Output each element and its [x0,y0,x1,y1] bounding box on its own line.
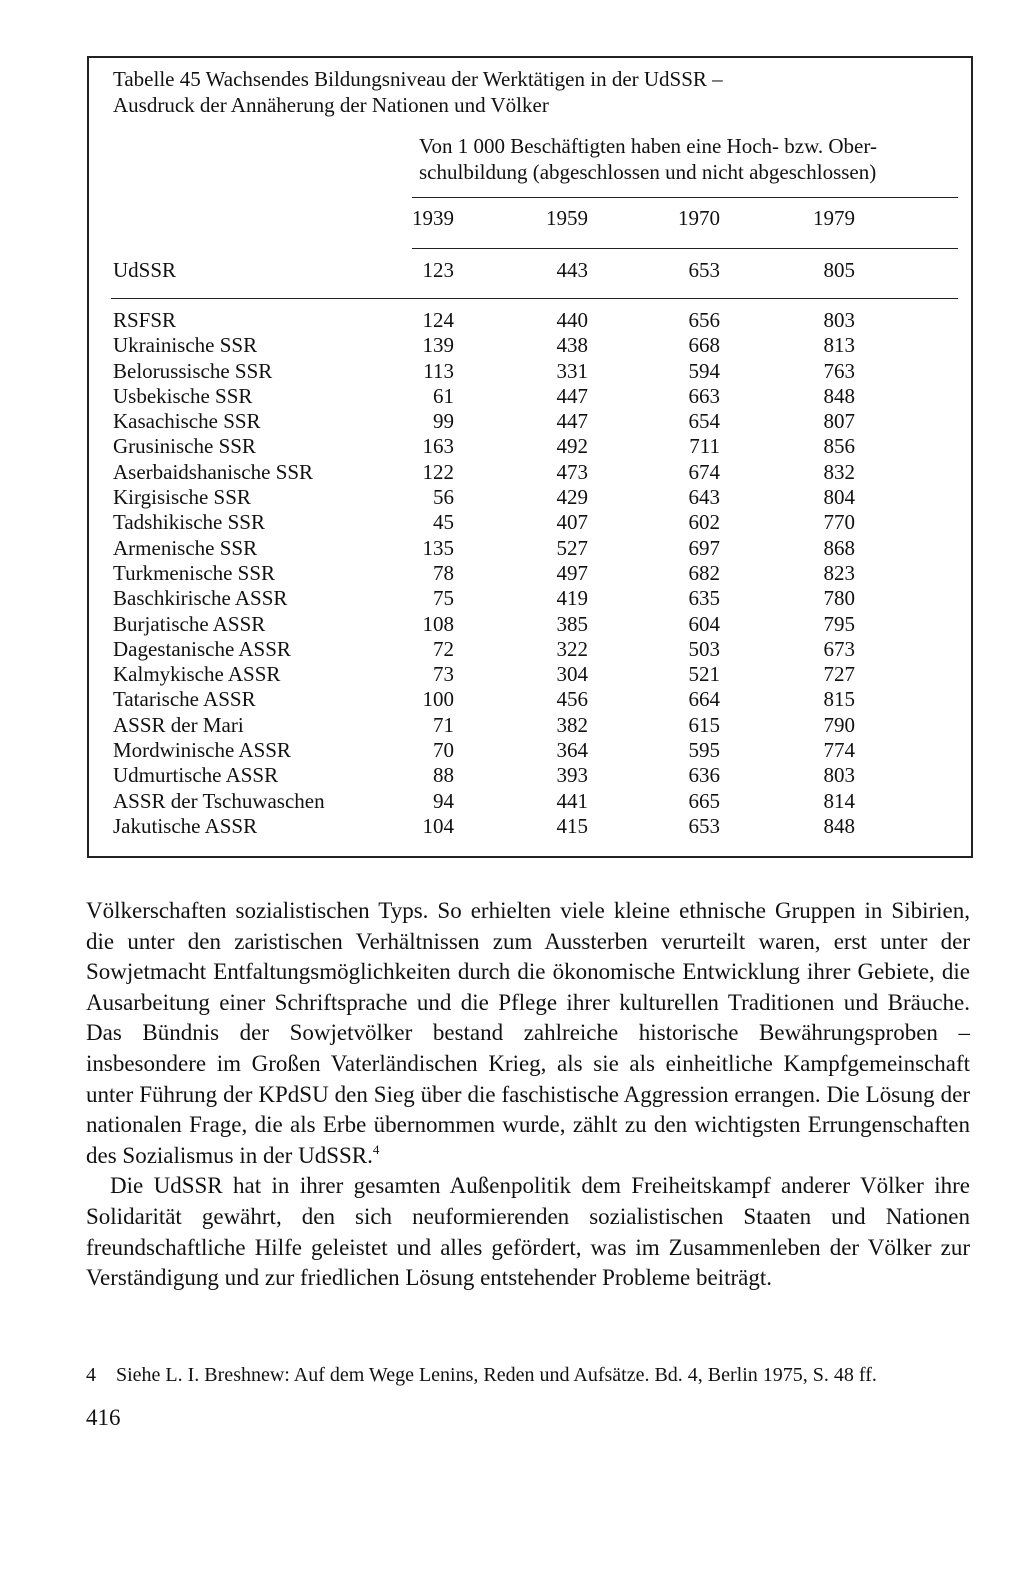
page-number: 416 [86,1405,121,1430]
row-value: 763 [823,358,855,383]
year-1959: 1959 [546,206,588,230]
row-value: 823 [823,560,855,585]
row-name: ASSR der Tschuwaschen [113,788,325,813]
row-value: 727 [823,662,855,687]
row-value: 440 [556,308,588,332]
table-row [89,687,971,712]
table-row [89,384,971,409]
row-value: 832 [823,459,855,484]
row-name: Jakutische ASSR [113,813,258,838]
data-table [87,56,973,858]
total-rule [111,298,958,299]
table-row [89,536,971,561]
row-value: 682 [688,560,720,585]
row-value: 56 [433,485,454,510]
row-name: Tatarische ASSR [113,687,256,712]
row-value: 665 [688,788,720,813]
row-value: 94 [433,788,454,813]
row-value: 848 [823,813,855,838]
row-value: 99 [433,409,454,434]
row-value: 438 [556,333,588,358]
footnote-text: Siehe L. I. Breshnew: Auf dem Wege Lenins, Reden und Aufsätze. Bd. 4, Berlin 1975, S. 48 ff. [116,1364,877,1386]
table-row [89,485,971,510]
row-value: 322 [556,636,588,661]
row-value: 407 [556,510,588,535]
row-name: Burjatische ASSR [113,611,266,636]
row-value: 447 [556,409,588,434]
row-value: 139 [422,333,454,358]
year-1979: 1979 [813,206,855,230]
row-value: 331 [556,358,588,383]
column-header-line-2: schulbildung (abgeschlossen und nicht abgeschlossen) [419,160,877,184]
row-name: Armenische SSR [113,535,258,560]
row-value: 73 [433,662,454,687]
row-value: 492 [556,434,588,459]
year-1939: 1939 [412,206,454,230]
row-value: 635 [688,586,720,611]
row-value: 527 [556,535,588,560]
row-value: 113 [423,358,454,383]
row-name: Aserbaidshanische SSR [113,459,314,484]
row-value: 795 [823,611,855,636]
row-value: 521 [688,662,720,687]
total-value: 443 [556,258,588,282]
year-rule [412,248,958,249]
row-value: 656 [688,308,720,332]
paragraph-1-text: Völkerschaften sozialistischen Typs. So erhielten viele kleine ethnische Gruppen in Sibirien, die unter den zaristischen Verhältnissen zum Aussterben verurteilt waren, erst unter der Sowjetmacht Entfaltungsmöglichkeiten durch die ökonomische Entwicklung ihrer Gebiete, die Ausarbeitung einer Schriftsprache und die Pflege ihrer kulturellen Traditionen und Bräuche. Das Bündnis der Sowjetvölker bestand zahlreiche historische Bewährungsproben – insbesondere im Großen Vaterländischen Krieg, als sie als einheitliche Kampfgemeinschaft unter Führung der KPdSU den Sieg über die faschistische Aggression errangen. Die Lösung der nationalen Frage, die als Erbe übernommen wurde, zählt zu den wichtigsten Errungenschaften des Sozialismus in der UdSSR. [86,898,970,1168]
row-value: 674 [688,459,720,484]
table-row [89,814,971,839]
table-row [89,409,971,434]
year-header-row [89,206,971,232]
footnote-number: 4 [86,1364,96,1386]
row-value: 815 [823,687,855,712]
table-row [89,662,971,687]
row-value: 814 [823,788,855,813]
row-value: 804 [823,485,855,510]
row-value: 711 [689,434,720,459]
table-row [89,738,971,763]
row-value: 813 [823,333,855,358]
row-value: 503 [688,636,720,661]
row-value: 364 [556,738,588,763]
row-value: 45 [433,510,454,535]
row-value: 419 [556,586,588,611]
row-value: 807 [823,409,855,434]
row-value: 848 [823,383,855,408]
row-value: 447 [556,383,588,408]
body-text [86,896,970,1294]
row-name: Grusinische SSR [113,434,256,459]
row-name: Dagestanische ASSR [113,636,291,661]
table-row [89,510,971,535]
table-row [89,434,971,459]
table-caption-line-1: Tabelle 45 Wachsendes Bildungsniveau der Werktätigen in der UdSSR – [113,67,723,91]
row-value: 653 [688,813,720,838]
table-body [89,308,971,839]
row-value: 163 [422,434,454,459]
paragraph-1 [86,896,970,1171]
table-row [89,586,971,611]
row-value: 456 [556,687,588,712]
total-row-name: UdSSR [113,258,177,282]
row-name: RSFSR [113,308,177,332]
table-caption [113,66,723,118]
total-value: 805 [823,258,855,282]
row-value: 868 [823,535,855,560]
row-value: 668 [688,333,720,358]
row-name: Mordwinische ASSR [113,738,291,763]
table-row [89,359,971,384]
row-name: Turkmenische SSR [113,560,276,585]
row-value: 135 [422,535,454,560]
row-value: 803 [823,308,855,332]
table-row [89,637,971,662]
row-value: 88 [433,763,454,788]
row-value: 415 [556,813,588,838]
row-name: Belorussische SSR [113,358,273,383]
row-value: 393 [556,763,588,788]
row-name: Usbekische SSR [113,383,253,408]
row-value: 774 [823,738,855,763]
total-row [89,258,971,284]
table-row [89,612,971,637]
footnote [86,1362,970,1388]
row-value: 72 [433,636,454,661]
row-value: 100 [422,687,454,712]
row-name: Kirgisische SSR [113,485,251,510]
row-value: 382 [556,712,588,737]
table-caption-line-2: Ausdruck der Annäherung der Nationen und Völker [113,93,549,117]
row-name: Udmurtische ASSR [113,763,279,788]
row-value: 856 [823,434,855,459]
row-value: 770 [823,510,855,535]
row-value: 643 [688,485,720,510]
row-value: 441 [556,788,588,813]
row-value: 473 [556,459,588,484]
table-row [89,789,971,814]
header-rule [412,197,958,198]
footnote-ref: 4 [372,1141,380,1157]
row-value: 385 [556,611,588,636]
row-value: 604 [688,611,720,636]
column-header-line-1: Von 1 000 Beschäftigten haben eine Hoch- bzw. Ober- [419,134,877,158]
table-row [89,308,971,333]
row-name: Baschkirische ASSR [113,586,288,611]
row-value: 595 [688,738,720,763]
row-value: 664 [688,687,720,712]
row-value: 61 [433,383,454,408]
row-value: 429 [556,485,588,510]
row-value: 790 [823,712,855,737]
row-value: 663 [688,383,720,408]
table-row [89,763,971,788]
row-name: Ukrainische SSR [113,333,258,358]
row-value: 304 [556,662,588,687]
total-value: 123 [422,258,454,282]
row-value: 697 [688,535,720,560]
row-name: Kasachische SSR [113,409,261,434]
column-header [419,133,877,185]
row-value: 497 [556,560,588,585]
row-value: 78 [433,560,454,585]
total-value: 653 [688,258,720,282]
row-value: 594 [688,358,720,383]
row-value: 803 [823,763,855,788]
row-value: 70 [433,738,454,763]
row-value: 71 [433,712,454,737]
paragraph-2: Die UdSSR hat in ihrer gesamten Außenpolitik dem Freiheitskampf anderer Völker ihre Solidarität gewährt, den sich neuformierenden sozialistischen Staaten und Nationen freundschaftliche Hilfe geleistet und alles gefördert, was im Zusammenleben der Völker zur Verständigung und zur friedlichen Lösung entstehender Probleme beiträgt. [86,1173,970,1291]
row-value: 654 [688,409,720,434]
row-name: Tadshikische SSR [113,510,265,535]
row-name: ASSR der Mari [113,712,244,737]
table-row [89,460,971,485]
year-1970: 1970 [678,206,720,230]
row-value: 104 [422,813,454,838]
table-row [89,561,971,586]
row-value: 122 [422,459,454,484]
row-name: Kalmykische ASSR [113,662,281,687]
table-row [89,713,971,738]
row-value: 636 [688,763,720,788]
row-value: 124 [422,308,454,332]
row-value: 75 [433,586,454,611]
row-value: 108 [422,611,454,636]
row-value: 602 [688,510,720,535]
row-value: 673 [823,636,855,661]
table-row [89,333,971,358]
row-value: 615 [688,712,720,737]
row-value: 780 [823,586,855,611]
